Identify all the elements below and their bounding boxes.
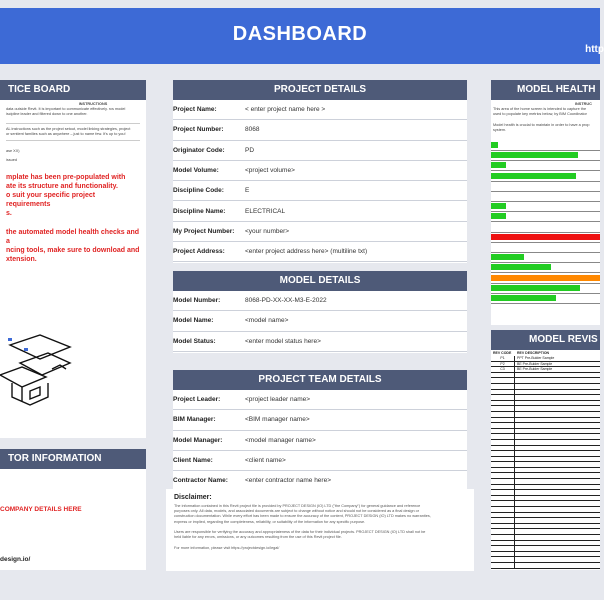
team-details-panel — [173, 370, 467, 496]
revisions-table — [491, 350, 600, 570]
health-metric-bar — [491, 295, 556, 301]
field-label: Discipline Name: — [173, 207, 226, 215]
project-detail-row — [173, 100, 467, 120]
revision-description — [515, 457, 600, 462]
model-details-title: MODEL DETAILS — [173, 271, 467, 291]
building-sketch-image — [0, 335, 80, 415]
health-metric-bar — [491, 285, 580, 291]
red-note-line: ate its structure and functionality. — [6, 183, 118, 191]
project-detail-row — [173, 181, 467, 201]
field-label: Project Number: — [173, 126, 224, 134]
red-note-line: s. — [6, 210, 12, 218]
revision-code — [491, 557, 515, 562]
model-revisions-title: MODEL REVIS — [491, 330, 600, 350]
revision-description — [515, 406, 600, 411]
revision-description — [515, 462, 600, 467]
revision-code — [491, 552, 515, 557]
red-note-line: xtension. — [6, 256, 37, 264]
red-note-line: o suit your specific project requirements — [6, 192, 96, 209]
revision-description — [515, 552, 600, 557]
revision-description — [515, 529, 600, 534]
revision-code — [491, 529, 515, 534]
disclaimer-line: express or implied, regarding the completeness, reliability, or suitability of the information for any specific purpose. — [174, 519, 366, 524]
field-value[interactable]: <enter model status here> — [245, 337, 321, 345]
revision-code — [491, 457, 515, 462]
revision-description — [515, 485, 600, 490]
revision-description — [515, 496, 600, 501]
model-revisions-panel — [491, 330, 600, 570]
revision-description — [515, 429, 600, 434]
revisions-column-header: REV CODE — [493, 351, 512, 355]
divider — [6, 123, 140, 124]
disclaimer-title: Disclaimer: — [174, 494, 212, 501]
contractor-info-title: TOR INFORMATION — [0, 449, 146, 469]
model-health-panel — [491, 80, 600, 325]
project-detail-row — [173, 222, 467, 242]
revision-code — [491, 563, 515, 568]
revision-code — [491, 434, 515, 439]
health-row-divider — [491, 232, 600, 233]
team-details-table — [173, 390, 467, 491]
health-row-divider — [491, 221, 600, 222]
project-detail-row — [173, 120, 467, 140]
health-row-divider — [491, 170, 600, 171]
model-health-title: MODEL HEALTH — [491, 80, 600, 100]
company-details-placeholder: COMPANY DETAILS HERE — [0, 506, 82, 513]
revision-code — [491, 462, 515, 467]
revision-description — [515, 468, 600, 473]
field-label: Model Number: — [173, 297, 221, 305]
team-detail-row — [173, 451, 467, 471]
project-detail-row — [173, 161, 467, 181]
revision-code — [491, 507, 515, 512]
revision-code — [491, 473, 515, 478]
contractor-info-panel — [0, 449, 146, 570]
notice-mark: ase XX) — [6, 149, 20, 154]
revision-code — [491, 485, 515, 490]
field-label: Model Manager: — [173, 436, 223, 444]
health-instruction-line: system. — [493, 128, 507, 133]
website-link[interactable]: http — [585, 44, 604, 55]
revision-description — [515, 518, 600, 523]
disclaimer-text — [166, 504, 474, 551]
revision-description — [515, 434, 600, 439]
notice-intro-line: data outside Revit. It is important to communicate effectively. rcs model — [6, 107, 126, 112]
revision-code — [491, 479, 515, 484]
health-row-divider — [491, 272, 600, 273]
field-value[interactable]: <project leader name> — [245, 396, 311, 404]
notice-intro-line: iscipline leader and filtered down to one another. — [6, 112, 88, 117]
health-row-divider — [491, 181, 600, 182]
revision-description — [515, 479, 600, 484]
health-metric-bar — [491, 213, 506, 219]
health-instruction-line: used to populate key metrics below, by BIM Coordinator — [493, 112, 587, 117]
instructions-heading: INSTRUCTIONS — [78, 102, 108, 106]
field-value[interactable]: <project volume> — [245, 167, 295, 175]
health-row-divider — [491, 303, 600, 304]
red-note-line: ncing tools, make sure to download and — [6, 247, 140, 255]
revision-description — [515, 446, 600, 451]
project-details-title: PROJECT DETAILS — [173, 80, 467, 100]
revision-description — [515, 546, 600, 551]
revisions-column-header: REV DESCRIPTION — [517, 351, 550, 355]
field-label: Project Leader: — [173, 396, 221, 404]
field-value[interactable]: 8068 — [245, 126, 260, 134]
project-details-table — [173, 100, 467, 262]
disclaimer-line: For more information, please visit https://projectdesign.io/legal/ — [174, 545, 280, 550]
field-value[interactable]: E — [245, 187, 250, 195]
field-label: Project Name: — [173, 106, 217, 114]
revision-code — [491, 546, 515, 551]
notice-board-title: TICE BOARD — [0, 80, 146, 100]
health-row-divider — [491, 150, 600, 151]
health-metrics-bars — [491, 140, 600, 310]
model-details-panel — [173, 271, 467, 353]
team-details-title: PROJECT TEAM DETAILS — [173, 370, 467, 390]
project-detail-row — [173, 242, 467, 262]
health-metric-bar — [491, 142, 498, 148]
team-detail-row — [173, 390, 467, 410]
extension-note — [6, 228, 140, 264]
revision-code — [491, 440, 515, 445]
red-note-line: the automated model health checks and a — [6, 229, 140, 246]
revision-code — [491, 429, 515, 434]
health-metric-bar — [491, 275, 600, 281]
revision-description — [515, 440, 600, 445]
revision-description — [515, 507, 600, 512]
revision-code — [491, 412, 515, 417]
field-value[interactable]: <client name> — [245, 457, 286, 465]
revision-code — [491, 524, 515, 529]
revision-description — [515, 395, 600, 400]
field-label: Discipline Code: — [173, 187, 224, 195]
field-value[interactable]: <model manager name> — [245, 436, 316, 444]
health-metric-bar — [491, 264, 551, 270]
health-instruction-line: Model health is crucial to maintain in order to have a prop — [493, 122, 590, 127]
health-row-divider — [491, 242, 600, 243]
revision-description — [515, 390, 600, 395]
revision-code — [491, 378, 515, 383]
model-detail-row — [173, 311, 467, 331]
revision-description — [515, 401, 600, 406]
model-details-table — [173, 291, 467, 352]
revision-description — [515, 423, 600, 428]
health-row-divider — [491, 160, 600, 161]
health-metric-bar — [491, 203, 506, 209]
field-value[interactable]: PD — [245, 146, 255, 154]
health-metric-bar — [491, 152, 578, 158]
disclaimer-panel — [166, 489, 474, 571]
notice-mark: issued — [6, 158, 17, 163]
revision-code — [491, 541, 515, 546]
health-metric-bar — [491, 162, 506, 168]
revision-row — [491, 563, 600, 569]
health-row-divider — [491, 283, 600, 284]
revision-code — [491, 451, 515, 456]
model-detail-row — [173, 332, 467, 352]
revision-description: BE Pre-Bulder Sample — [517, 367, 553, 372]
page-title: DASHBOARD — [232, 23, 368, 45]
divider — [6, 140, 140, 141]
revision-code — [491, 535, 515, 540]
health-metric-bar — [491, 234, 600, 240]
field-label: BIM Manager: — [173, 416, 216, 424]
model-detail-row — [173, 291, 467, 311]
health-row-divider — [491, 191, 600, 192]
field-value[interactable]: <your number> — [245, 227, 290, 235]
field-value[interactable]: < enter project name here > — [245, 106, 326, 114]
health-instruction-line: This area of the home screen is intended to capture the — [493, 107, 587, 112]
health-metric-bar — [491, 173, 576, 179]
project-detail-row — [173, 201, 467, 221]
health-row-divider — [491, 293, 600, 294]
field-value[interactable]: <enter project address here> (multiline txt) — [245, 248, 368, 256]
revision-code — [491, 496, 515, 501]
field-label: Project Address: — [173, 248, 225, 256]
field-label: Client Name: — [173, 457, 213, 465]
disclaimer-line: Users are responsible for verifying the accuracy and appropriateness of the data for their individual projects. PROJECT DESIGN (IO) LTD shall not be — [174, 530, 426, 535]
field-value[interactable]: <enter contractor name here> — [245, 477, 331, 485]
revision-description — [515, 563, 600, 568]
revision-description: BE Pre-Bulder Sample — [517, 361, 553, 366]
revision-description: PPT Pre-Bulder Sample — [517, 356, 555, 360]
revision-description — [515, 541, 600, 546]
dashboard-banner — [0, 8, 604, 64]
field-label: Model Status: — [173, 337, 216, 345]
field-label: Model Volume: — [173, 167, 219, 175]
field-label: Contractor Name: — [173, 477, 228, 485]
revision-description — [515, 535, 600, 540]
revision-code — [491, 390, 515, 395]
health-row-divider — [491, 211, 600, 212]
revision-code — [491, 423, 515, 428]
revision-code: C3 — [491, 367, 515, 372]
revision-code — [491, 468, 515, 473]
notice-para-line: AL instructions such as the project setout, model linking strategies, project — [6, 126, 131, 131]
team-detail-row — [173, 431, 467, 451]
notice-board-panel — [0, 80, 146, 438]
health-instructions-heading: INSTRUC — [575, 102, 592, 106]
revision-description — [515, 451, 600, 456]
project-details-panel — [173, 80, 467, 263]
red-note-line: mplate has been pre-populated with — [6, 174, 126, 182]
revision-code: P2 — [491, 362, 515, 367]
disclaimer-line: purposes only. All data, models, and associated documents are subject to change without notice and should not be considered as a final design or — [174, 509, 419, 514]
revision-code — [491, 406, 515, 411]
field-label: Originator Code: — [173, 146, 225, 154]
revision-description — [515, 490, 600, 495]
health-row-divider — [491, 201, 600, 202]
revision-description — [515, 373, 600, 378]
field-value[interactable]: ELECTRICAL — [245, 207, 286, 215]
revision-description — [515, 384, 600, 389]
template-note — [6, 173, 140, 218]
revision-code — [491, 418, 515, 423]
revision-code — [491, 401, 515, 406]
field-value[interactable]: 8068-PD-XX-XX-M3-E-2022 — [245, 297, 327, 305]
revision-description — [515, 473, 600, 478]
disclaimer-line: held liable for any errors, omissions, or any outcomes resulting from the use of this Revit project file. — [174, 535, 342, 540]
field-value[interactable]: <model name> — [245, 317, 289, 325]
notice-para-line: or sentient families such as anywhere – just to name few. It's up to you! — [6, 131, 126, 136]
revision-code — [491, 384, 515, 389]
revision-code: P1 — [491, 356, 515, 361]
field-value[interactable]: <BIM manager name> — [245, 416, 310, 424]
revision-description — [515, 501, 600, 506]
revision-description — [515, 524, 600, 529]
revision-code — [491, 373, 515, 378]
revision-code — [491, 513, 515, 518]
revision-code — [491, 446, 515, 451]
revision-description — [515, 412, 600, 417]
revision-code — [491, 501, 515, 506]
health-instructions-text — [493, 107, 598, 133]
health-row-divider — [491, 252, 600, 253]
revision-code — [491, 518, 515, 523]
disclaimer-line: The information contained in this Revit project file is provided by PROJECT DESIGN (IO) LTD ("the Company") for general guidance and reference — [174, 504, 421, 508]
revision-code — [491, 395, 515, 400]
revision-description — [515, 513, 600, 518]
team-detail-row — [173, 410, 467, 430]
revision-description — [515, 378, 600, 383]
revision-description — [515, 418, 600, 423]
field-label: Model Name: — [173, 317, 214, 325]
disclaimer-line: construction documentation. While every effort has been made to ensure the accuracy of the content, PROJECT DESIGN (IO) LTD makes no warranties, — [174, 514, 431, 519]
health-row-divider — [491, 262, 600, 263]
project-detail-row — [173, 141, 467, 161]
company-website[interactable]: design.io/ — [0, 556, 31, 563]
field-label: My Project Number: — [173, 227, 235, 235]
revision-description — [515, 557, 600, 562]
revision-code — [491, 490, 515, 495]
health-metric-bar — [491, 254, 524, 260]
